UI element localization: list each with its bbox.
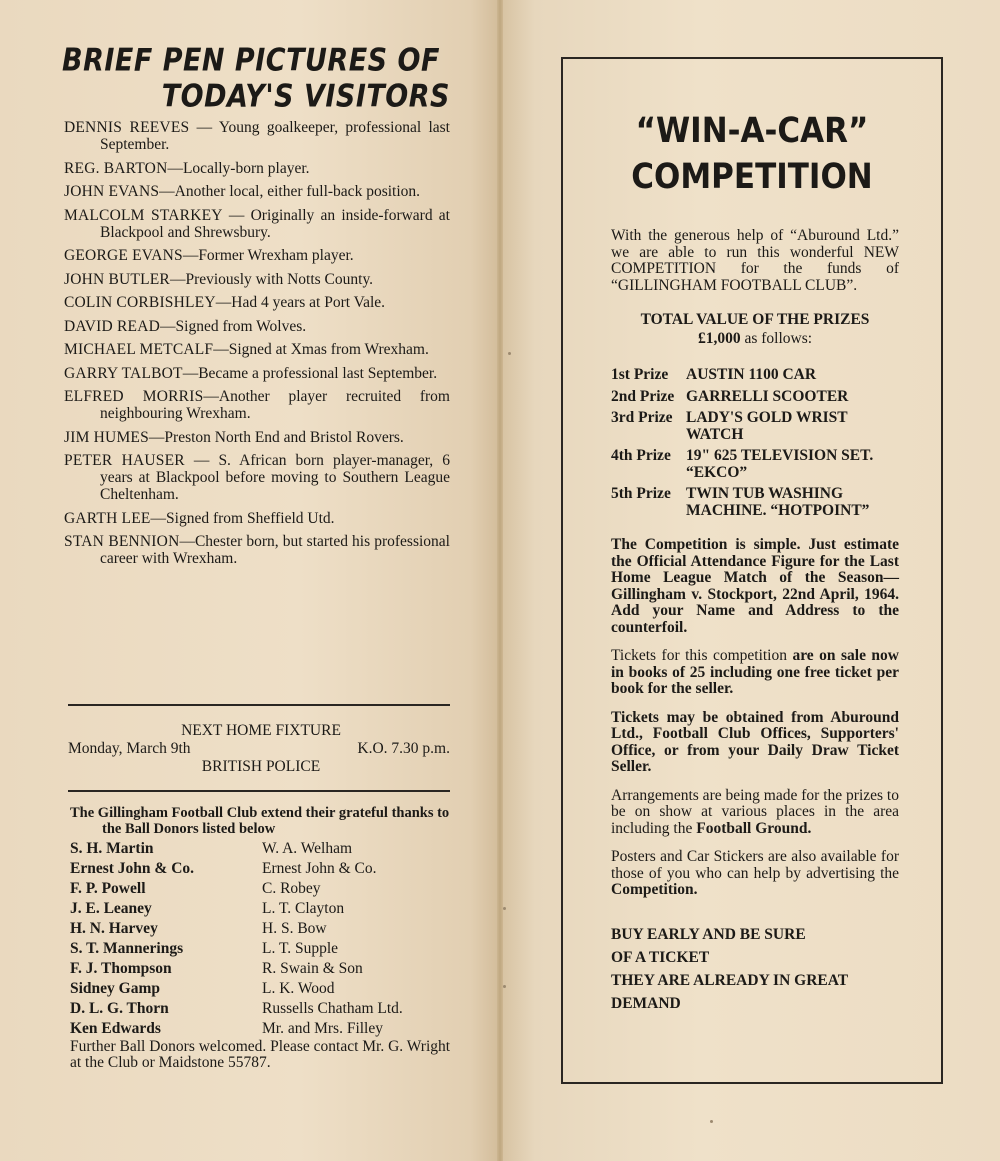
visitor-name: JOHN BUTLER <box>64 270 170 288</box>
donors-grid <box>70 839 456 1039</box>
visitor-name: DAVID READ <box>64 317 161 335</box>
competition-title-line1: “WIN-A-CAR” <box>635 110 869 152</box>
visitors-list <box>64 119 450 574</box>
fixture-date: Monday, March 9th <box>68 740 191 757</box>
prize-display-plain: Arrangements are being made for the prizes to be on show at various places in the area including the <box>611 786 899 837</box>
visitor-entry <box>64 160 450 177</box>
donor-name-right: C. Robey <box>262 880 321 897</box>
closing-line-2: OF A TICKET <box>611 948 710 966</box>
prize-position: 1st Prize <box>611 366 669 383</box>
prize-item <box>611 448 899 481</box>
visitor-entry <box>64 318 450 335</box>
visitor-description: — Originally an inside-forward at Blackpool and Shrewsbury. <box>100 206 450 241</box>
donor-name-left: H. N. Harvey <box>70 920 158 937</box>
closing-line-4: DEMAND <box>611 994 681 1012</box>
prize-item <box>611 410 899 443</box>
visitor-entry <box>64 294 450 311</box>
paper-speck <box>503 907 506 910</box>
donor-name-right: L. T. Supple <box>262 940 339 957</box>
visitor-description: —Another local, either full-back position. <box>159 183 421 200</box>
donors-intro: The Gillingham Football Club extend their grateful thanks to the Ball Donors listed below <box>70 805 450 837</box>
closing-line-3: THEY ARE ALREADY IN GREAT <box>611 971 849 989</box>
prize-item <box>611 389 899 406</box>
visitor-name: MICHAEL METCALF <box>64 341 214 358</box>
prize-description: 19" 625 TELEVISION SET. “EKCO” <box>686 447 874 481</box>
visitor-entry <box>64 388 450 422</box>
prize-description: AUSTIN 1100 CAR <box>686 366 817 383</box>
visitor-name: PETER HAUSER <box>64 452 185 469</box>
paper-speck <box>710 1120 713 1123</box>
visitor-description: —Signed from Sheffield Utd. <box>150 509 335 527</box>
donor-name-left: S. H. Martin <box>70 840 154 857</box>
prize-item <box>611 367 899 384</box>
fixture-top-rule <box>68 704 450 706</box>
posters-bold: Competition. <box>611 881 698 898</box>
donor-name-left: Ken Edwards <box>70 1020 161 1037</box>
donor-name-right: L. T. Clayton <box>262 900 345 917</box>
next-home-fixture <box>68 722 454 776</box>
donor-name-left: Sidney Gamp <box>70 980 161 997</box>
competition-body <box>611 228 899 1015</box>
fixture-date-row <box>68 740 454 758</box>
tickets-info-bold: are on sale now in books of 25 including one free ticket per book for the seller. <box>611 647 899 697</box>
visitor-name: MALCOLM STARKEY <box>64 206 223 224</box>
visitor-name: JIM HUMES <box>64 428 149 446</box>
competition-intro: With the generous help of “Aburound Ltd.” we are able to run this wonderful NEW COMPETITION for the funds of “GILLINGHAM FOOTBALL CLUB”. <box>611 227 899 294</box>
visitor-name: GARRY TALBOT <box>64 364 183 382</box>
prize-list <box>611 367 899 519</box>
visitor-entry <box>64 365 450 382</box>
visitor-description: —Former Wrexham player. <box>182 247 354 264</box>
donor-name-right: W. A. Welham <box>262 840 353 857</box>
donor-name-left: F. J. Thompson <box>70 960 172 977</box>
visitors-heading-line2: TODAY'S VISITORS <box>161 78 450 115</box>
total-value-amount-line <box>611 331 899 348</box>
visitor-description: —Had 4 years at Port Vale. <box>215 294 386 311</box>
visitor-entry <box>64 247 450 264</box>
competition-title-line2: COMPETITION <box>631 156 873 198</box>
visitor-entry <box>64 533 450 567</box>
visitor-description: —Another player recruited from neighbouring Wrexham. <box>100 388 450 422</box>
visitor-name: COLIN CORBISHLEY <box>64 294 216 311</box>
donor-name-left: F. P. Powell <box>70 880 146 897</box>
fixture-opponent: BRITISH POLICE <box>201 758 321 775</box>
total-value-heading: TOTAL VALUE OF THE PRIZES <box>640 311 870 328</box>
prize-description: GARRELLI SCOOTER <box>686 387 849 405</box>
visitor-description: —Preston North End and Bristol Rovers. <box>148 428 404 446</box>
visitor-description: —Became a professional last September. <box>182 364 438 382</box>
visitor-entry <box>64 429 450 446</box>
donor-name-right: R. Swain & Son <box>262 960 363 977</box>
visitor-description: — Young goalkeeper, professional last September. <box>100 119 450 153</box>
prize-description: TWIN TUB WASHING MACHINE. “HOTPOINT” <box>686 485 870 519</box>
visitor-name: GEORGE EVANS <box>64 247 183 264</box>
visitor-entry <box>64 271 450 288</box>
visitor-entry <box>64 452 450 503</box>
visitor-description: —Locally-born player. <box>167 159 310 177</box>
donor-name-right: Russells Chatham Ltd. <box>262 1000 403 1017</box>
donor-name-left: J. E. Leaney <box>70 900 152 917</box>
donor-name-right: L. K. Wood <box>262 980 335 997</box>
donor-name-right: Mr. and Mrs. Filley <box>262 1020 383 1037</box>
ball-donors <box>70 805 456 1071</box>
donor-name-right: H. S. Bow <box>262 920 327 937</box>
competition-rules: The Competition is simple. Just estimate the Official Attendance Figure for the Last Home League Match of the Season—Gillingham v. Stockport, 22nd April, 1964. Add your Name and Address to the counterfoil. <box>611 536 899 636</box>
closing-line-1: BUY EARLY AND BE SURE <box>611 925 806 943</box>
prize-item <box>611 486 899 519</box>
visitor-description: —Signed at Xmas from Wrexham. <box>213 341 429 358</box>
visitor-description: —Signed from Wolves. <box>160 317 307 335</box>
visitor-name: JOHN EVANS <box>64 183 160 200</box>
posters-info <box>611 849 899 899</box>
prize-display-info <box>611 788 899 838</box>
visitor-entry <box>64 207 450 241</box>
visitor-name: DENNIS REEVES <box>64 119 190 136</box>
donor-name-left: Ernest John & Co. <box>70 860 195 877</box>
visitor-name: ELFRED MORRIS <box>64 388 204 405</box>
visitors-heading-line1: BRIEF PEN PICTURES OF <box>62 42 440 79</box>
visitor-name: STAN BENNION <box>64 533 180 550</box>
visitor-entry <box>64 510 450 527</box>
donors-outro: Further Ball Donors welcomed. Please contact Mr. G. Wright at the Club or Maidstone 55787. <box>70 1038 451 1071</box>
visitor-entry <box>64 341 450 358</box>
tickets-info <box>611 648 899 698</box>
prize-display-bold: Football Ground. <box>696 819 812 837</box>
tickets-info-plain: Tickets for this competition <box>611 647 793 664</box>
visitor-entry <box>64 183 450 200</box>
fixture-kickoff: K.O. 7.30 p.m. <box>357 740 450 757</box>
total-value-amount: £1,000 <box>697 329 741 347</box>
donor-name-left: S. T. Mannerings <box>70 940 184 957</box>
prize-description: LADY'S GOLD WRIST WATCH <box>686 409 848 443</box>
visitor-description: — S. African born player-manager, 6 years at Blackpool before moving to Southern League Cheltenham. <box>100 452 450 503</box>
visitor-description: —Chester born, but started his professional career with Wrexham. <box>100 533 450 567</box>
posters-plain: Posters and Car Stickers are also available for those of you who can help by advertising the <box>611 848 899 882</box>
fixture-bottom-rule <box>68 790 450 792</box>
prize-position: 3rd Prize <box>611 409 673 426</box>
fixture-title: NEXT HOME FIXTURE <box>181 722 341 739</box>
tickets-obtain: Tickets may be obtained from Aburound Ltd., Football Club Offices, Supporters' Office, or from your Daily Draw Ticket Seller. <box>611 708 899 775</box>
visitor-name: REG. BARTON <box>64 159 168 177</box>
donor-name-right: Ernest John & Co. <box>262 860 377 877</box>
prize-position: 2nd Prize <box>611 387 675 405</box>
closing-message <box>611 923 899 1015</box>
paper-speck <box>503 985 506 988</box>
prize-position: 5th Prize <box>611 485 671 502</box>
donor-name-left: D. L. G. Thorn <box>70 1000 169 1017</box>
visitor-entry <box>64 119 450 153</box>
visitor-name: GARTH LEE <box>64 509 151 527</box>
paper-speck <box>508 352 511 355</box>
total-value-suffix: as follows: <box>740 329 813 347</box>
prize-position: 4th Prize <box>611 447 671 464</box>
visitor-description: —Previously with Notts County. <box>169 270 374 288</box>
